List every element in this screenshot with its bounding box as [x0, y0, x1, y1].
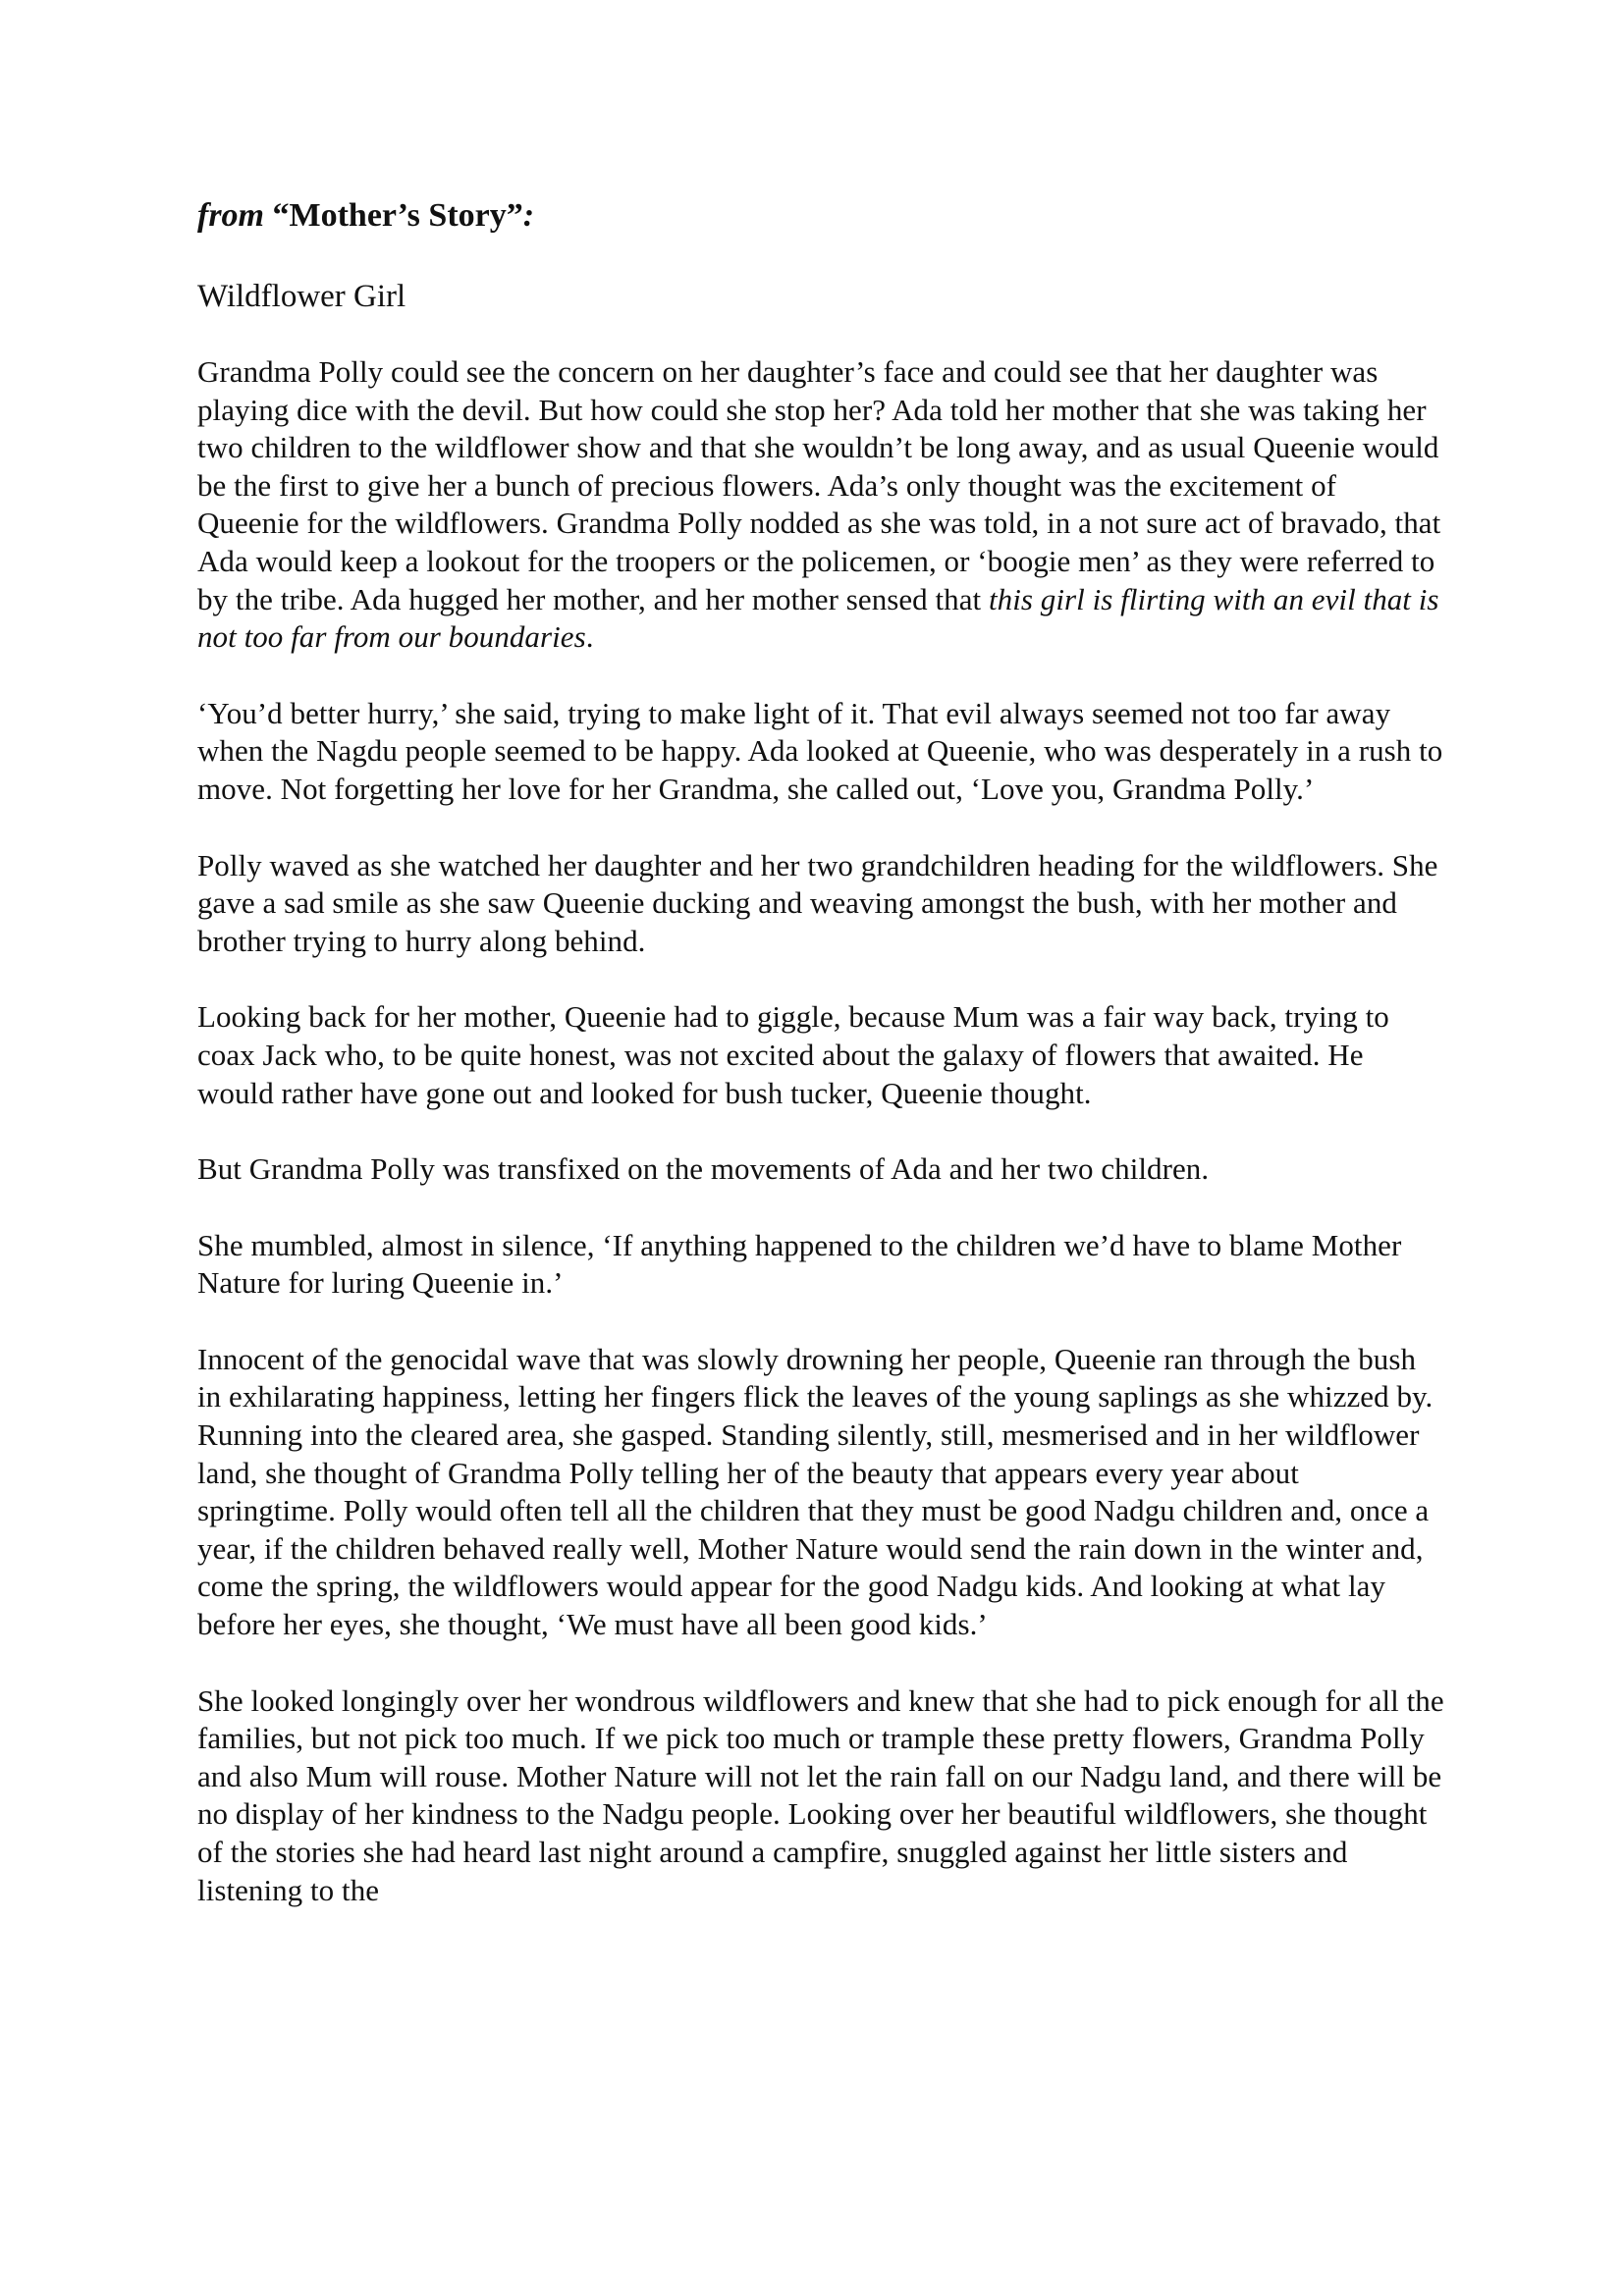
paragraph-5 — [197, 1150, 1444, 1189]
paragraph-7 — [197, 1341, 1444, 1644]
paragraph-2-text: ‘You’d better hurry,’ she said, trying to make light of it. That evil always seemed not too far away when the Nagdu people seemed to be happy. Ada looked at Queenie, who was desperately in a rush to move. Not forgetting her love for her Grandma, she called out, ‘Love you, Grandma Polly.’ — [197, 695, 1443, 806]
paragraph-4-text: Looking back for her mother, Queenie had to giggle, because Mum was a fair way back, trying to coax Jack who, to be quite honest, was not excited about the galaxy of flowers that awaited. He would rather have gone out and looked for bush tucker, Queenie thought. — [197, 999, 1389, 1110]
paragraph-3 — [197, 847, 1444, 961]
chapter-title: Wildflower Girl — [197, 279, 406, 314]
paragraph-8-text: She looked longingly over her wondrous wildflowers and knew that she had to pick enough for all the families, but not pick too much. If we pick too much or trample these pretty flowers, Grandma Polly and also Mum will rouse. Mother Nature will not let the rain fall on our Nadgu land, and there will be no display of her kindness to the Nadgu people. Looking over her beautiful wildflowers, she thought of the stories she had heard last night around a campfire, snuggled against her little sisters and listening to the — [197, 1682, 1444, 1907]
document-page — [197, 192, 1444, 1909]
heading-title: “Mother’s Story” — [272, 197, 523, 234]
paragraph-4 — [197, 998, 1444, 1112]
heading-colon: : — [522, 197, 535, 234]
paragraph-5-text: But Grandma Polly was transfixed on the movements of Ada and her two children. — [197, 1151, 1210, 1187]
document-heading — [197, 192, 1444, 240]
paragraph-3-text: Polly waved as she watched her daughter and her two grandchildren heading for the wildflowers. She gave a sad smile as she saw Queenie ducking and weaving amongst the bush, with her mother and brother trying to hurry along behind. — [197, 847, 1438, 958]
paragraph-1 — [197, 353, 1444, 657]
paragraph-7-text: Innocent of the genocidal wave that was slowly drowning her people, Queenie ran through the bush in exhilarating happiness, letting her fingers flick the leaves of the young saplings as she whizzed by. Running into the cleared area, she gasped. Standing silently, still, mesmerised and in her wildflower land, she thought of Grandma Polly telling her of the beauty that appears every year about springtime. Polly would often tell all the children that they must be good Nadgu children and, once a year, if the children behaved really well, Mother Nature would send the rain down in the winter and, come the spring, the wildflowers would appear for the good Nadgu kids. And looking at what lay before her eyes, she thought, ‘We must have all been good kids.’ — [197, 1341, 1434, 1642]
paragraph-6-text: She mumbled, almost in silence, ‘If anything happened to the children we’d have to blame Mother Nature for luring Queenie in.’ — [197, 1227, 1402, 1301]
paragraph-6 — [197, 1227, 1444, 1303]
paragraph-2 — [197, 695, 1444, 809]
paragraph-1-text: Grandma Polly could see the concern on her daughter’s face and could see that her daughter was playing dice with the devil. But how could she stop her? Ada told her mother that she was taking her two children to the wildflower show and that she wouldn’t be long away, and as usual Queenie would be the first to give her a bunch of precious flowers. Ada’s only thought was the excitement of Queenie for the wildflowers. Grandma Polly nodded as she was told, in a not sure act of bravado, that Ada would keep a lookout for the troopers or the policemen, or ‘boogie men’ as they were referred to by the tribe. Ada hugged her mother, and her mother sensed that — [197, 354, 1441, 616]
paragraph-1-italic: this girl is flirting with an evil that is not too far from our boundaries — [197, 581, 1439, 655]
paragraph-8 — [197, 1682, 1444, 1910]
paragraph-1-end: . — [585, 619, 594, 655]
heading-from: from — [197, 197, 264, 234]
